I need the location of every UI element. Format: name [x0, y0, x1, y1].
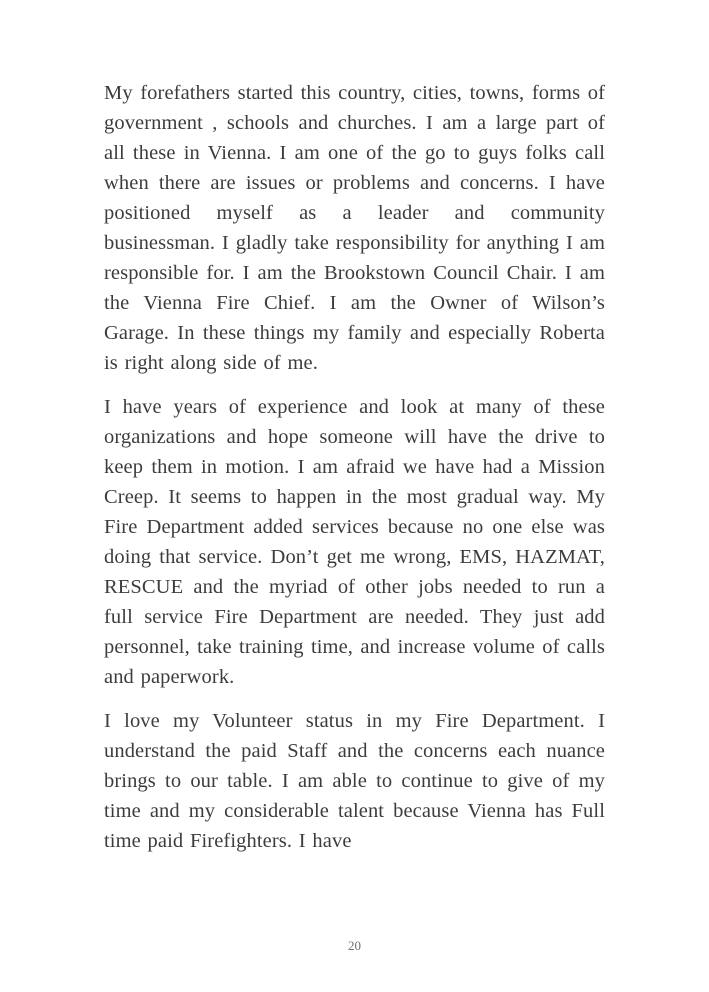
paragraph-1: My forefathers started this country, cities, towns, forms of government , schools and churches. I am a large part of all these in Vienna. I am one of the go to guys folks call when there are issues or problems and concerns. I have positioned myself as a leader and community businessman. I gladly take responsibility for anything I am responsible for. I am the Brookstown Council Chair. I am the Vienna Fire Chief. I am the Owner of Wilson’s Garage. In these things my family and especially Roberta is right along side of me. — [104, 82, 605, 374]
paragraph-3: I love my Volunteer status in my Fire Department. I understand the paid Staff and the concerns each nuance brings to our table. I am able to continue to give of my time and my considerable talent because Vienna has Full time paid Firefighters. I have — [104, 710, 605, 852]
paragraph-2: I have years of experience and look at many of these organizations and hope someone will have the drive to keep them in motion. I am afraid we have had a Mission Creep. It seems to happen in the most gradual way. My Fire Department added services because no one else was doing that service. Don’t get me wrong, EMS, HAZMAT, RESCUE and the myriad of other jobs needed to run a full service Fire Department are needed. They just add personnel, take training time, and increase volume of calls and paperwork. — [104, 396, 605, 688]
body-text — [104, 78, 605, 870]
page-number: 20 — [348, 938, 361, 953]
